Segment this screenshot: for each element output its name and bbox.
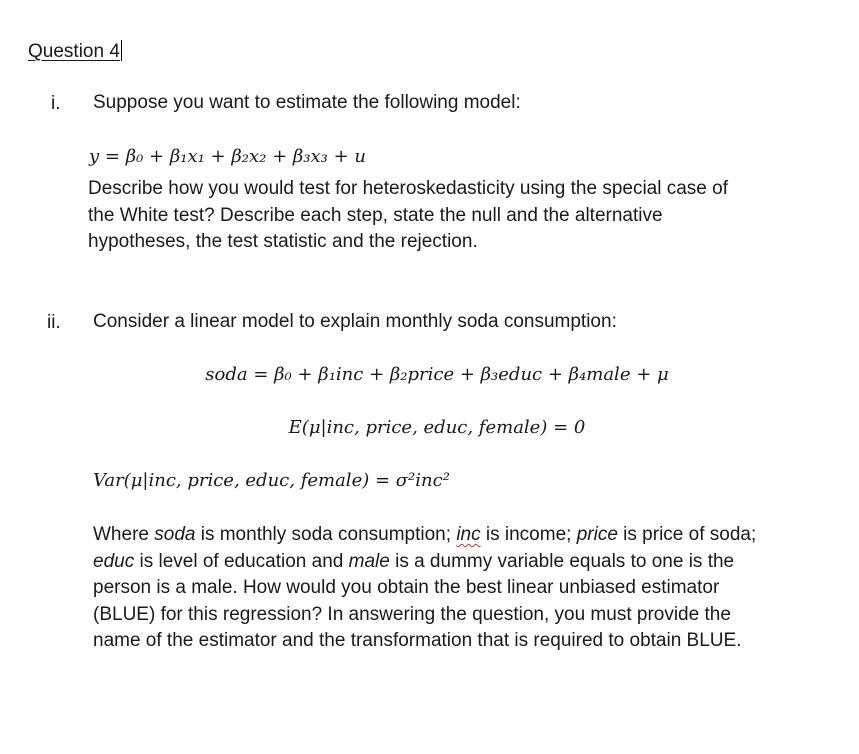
term-soda: soda (154, 524, 196, 545)
part-ii-question-line-3: person is a male. How would you obtain the best linear unbiased estimator (93, 577, 720, 598)
term-male: male (348, 550, 390, 572)
text-cursor (121, 40, 122, 61)
text-soda-desc: is monthly soda consumption; (195, 524, 457, 545)
part-i-number: i. (51, 93, 61, 114)
text-where: Where (93, 524, 155, 545)
text-inc-desc: is income; (480, 524, 577, 545)
part-ii-question-line-1 (93, 522, 780, 549)
part-ii-question-line-2 (93, 549, 780, 576)
term-educ: educ (93, 550, 135, 572)
part-ii-equation-variance: Var(μ|inc, price, educ, female) = σ²inc² (93, 470, 450, 491)
part-i-question (88, 176, 780, 256)
part-ii-question-line-5: name of the estimator and the transformation that is required to obtain BLUE. (93, 630, 742, 651)
text-price-desc: is price of soda; (617, 524, 757, 545)
part-i-question-line-3: hypotheses, the test statistic and the rejection. (88, 231, 478, 252)
part-ii-question (93, 522, 780, 655)
part-ii-question-line-4: (BLUE) for this regression? In answering the question, you must provide the (93, 603, 731, 625)
text-educ-desc: is level of education and (134, 550, 349, 572)
part-i-question-line-1: Describe how you would test for heteroskedasticity using the special case of (88, 178, 728, 199)
part-ii-equation-expectation: E(μ|inc, price, educ, female) = 0 (288, 417, 586, 438)
question-heading (28, 40, 122, 63)
part-i-question-line-2: the White test? Describe each step, state the null and the alternative (88, 204, 663, 226)
term-inc: inc (456, 524, 481, 545)
part-i-model-equation: y = β₀ + β₁x₁ + β₂x₂ + β₃x₃ + u (89, 146, 366, 167)
question-heading-text: Question 4 (28, 41, 120, 62)
term-price: price (576, 524, 618, 545)
text-male-desc: is a dummy variable equals to one is the (389, 550, 735, 572)
part-ii-equation-soda: soda = β₀ + β₁inc + β₂price + β₃educ + β₄male + μ (205, 364, 669, 385)
part-ii-number: ii. (47, 312, 61, 333)
part-i-intro: Suppose you want to estimate the following model: (93, 92, 521, 113)
part-ii-intro: Consider a linear model to explain monthly soda consumption: (93, 311, 617, 332)
